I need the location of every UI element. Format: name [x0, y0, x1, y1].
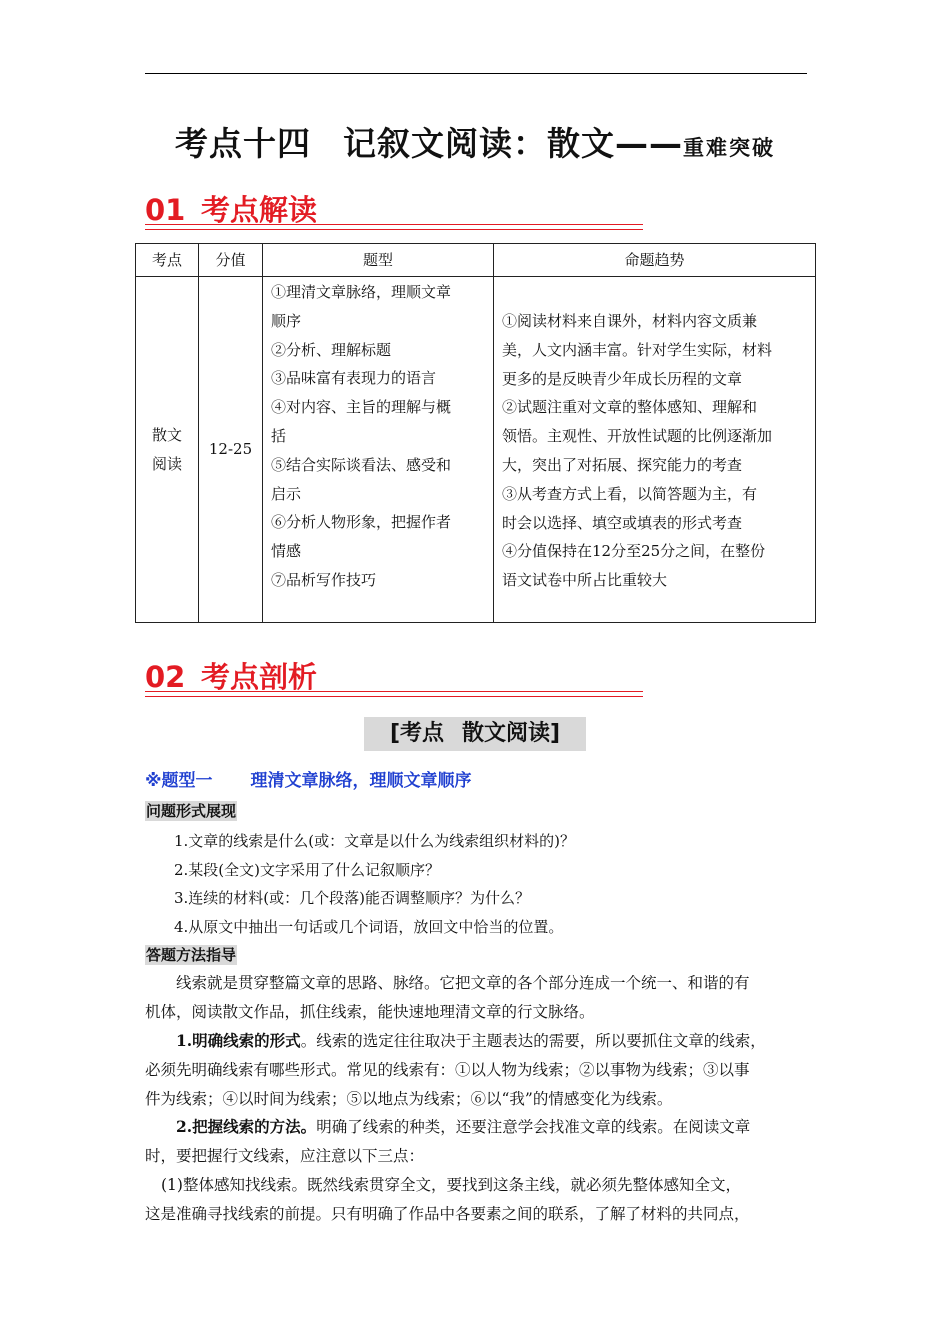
- header-cell: 分值: [199, 244, 263, 277]
- banner-name: 散文阅读]: [462, 721, 561, 746]
- section-label: 考点剖析: [201, 660, 318, 694]
- table-row: [136, 277, 816, 623]
- header-cell: 命题趋势: [494, 244, 816, 277]
- cell-line: ④对内容、主旨的理解与概: [271, 398, 452, 417]
- method-paragraph: [145, 1027, 807, 1113]
- header-rule: [145, 73, 807, 74]
- paragraph-line: 必须先明确线索有哪些形式。常见的线索有：①以人物为线索；②以事物为线索；③以事: [145, 1060, 750, 1079]
- score-cell: 12-25: [199, 277, 263, 623]
- cell-line: ⑥分析人物形象，把握作者: [271, 513, 452, 532]
- type-title: 理清文章脉络，理顺文章顺序: [250, 771, 472, 791]
- table-header-row: [136, 244, 816, 277]
- header-cell: 题型: [263, 244, 494, 277]
- title-main: 考点十四: [175, 124, 311, 163]
- cell-line: 更多的是反映青少年成长历程的文章: [502, 369, 743, 388]
- section-rule: [145, 691, 643, 692]
- paragraph-line: 件为线索；④以时间为线索；⑤以地点为线索；⑥以“我”的情感变化为线索。: [145, 1089, 673, 1108]
- document-title: [0, 118, 950, 165]
- banner-open: [考点: [389, 721, 444, 746]
- cell-line: ③品味富有表现力的语言: [271, 369, 437, 388]
- question-item: 3.连续的材料(或：几个段落)能否调整顺序？为什么？: [174, 889, 531, 907]
- exam-point-banner: [364, 717, 586, 751]
- cell-line: 散文: [151, 425, 182, 444]
- method-paragraph: [145, 969, 807, 1027]
- cell-line: 启示: [271, 484, 302, 503]
- cell-line: ①阅读材料来自课外，材料内容文质兼: [502, 312, 758, 330]
- paragraph-line: 这是准确寻找线索的前提。只有明确了作品中各要素之间的联系，了解了材料的共同点，: [145, 1204, 750, 1223]
- cell-line: 语文试卷中所占比重较大: [502, 571, 668, 590]
- cell-line: ⑤结合实际谈看法、感受和: [271, 455, 452, 474]
- paragraph-line: 2.把握线索的方法。明确了线索的种类，还要注意学会找准文章的线索。在阅读文章: [176, 1117, 751, 1136]
- cell-line: ⑦品析写作技巧: [271, 570, 377, 589]
- paragraph-line: 时，要把握行文线索，应注意以下三点：: [145, 1146, 425, 1165]
- cell-line: 括: [271, 426, 287, 445]
- title-suffix: 重难突破: [683, 135, 775, 160]
- question-type-heading: [145, 766, 472, 791]
- section-rule: [145, 696, 643, 697]
- point-heading: 2.把握线索的方法。: [176, 1117, 317, 1136]
- cell-line: 时会以选择、填空或填表的形式考查: [502, 513, 743, 532]
- question-types-cell: [263, 277, 494, 623]
- cell-line: 情感: [271, 542, 302, 561]
- cell-line: 顺序: [271, 311, 302, 330]
- cell-line: ②试题注重对文章的整体感知、理解和: [502, 398, 758, 417]
- paragraph-line: (1)整体感知找线索。既然线索贯穿全文，要找到这条主线，就必须先整体感知全文，: [161, 1176, 741, 1194]
- method-paragraph: [145, 1171, 807, 1229]
- question-item: 4.从原文中抽出一句话或几个词语，放回文中恰当的位置。: [174, 918, 564, 936]
- type-label: ※题型一: [145, 771, 213, 791]
- header-cell: 考点: [136, 244, 199, 277]
- section-label: 考点解读: [201, 193, 318, 227]
- section-number: 01: [145, 193, 186, 227]
- method-tag: 答题方法指导: [146, 946, 237, 964]
- exam-point-table: [135, 243, 816, 623]
- paragraph-line: 1.明确线索的形式。线索的选定往往取决于主题表达的需要，所以要抓住文章的线索，: [176, 1031, 766, 1050]
- trends-cell: [494, 277, 816, 623]
- section-heading-2: [145, 655, 317, 696]
- method-paragraph: [145, 1113, 807, 1171]
- cell-line: 大，突出了对拓展、探究能力的考查: [502, 455, 743, 474]
- cell-line: ②分析、理解标题: [271, 340, 392, 359]
- question-forms-tag: 问题形式展现: [146, 802, 237, 820]
- section-number: 02: [145, 660, 186, 694]
- question-item: 2.某段(全文)文字采用了什么记叙顺序？: [174, 861, 441, 879]
- paragraph-line: 机体，阅读散文作品，抓住线索，能快速地理清文章的行文脉络。: [145, 1002, 595, 1021]
- cell-line: ④分值保持在12分至25分之间，在整份: [502, 542, 766, 561]
- cell-line: 美，人文内涵丰富。针对学生实际，材料: [502, 340, 773, 359]
- exam-point-cell: [136, 277, 199, 623]
- point-heading: 1.明确线索的形式: [176, 1031, 301, 1050]
- section-rule: [145, 229, 643, 230]
- question-item: 1.文章的线索是什么(或：文章是以什么为线索组织材料的)？: [174, 832, 576, 850]
- section-rule: [145, 224, 643, 225]
- cell-line: 阅读: [151, 454, 182, 473]
- cell-line: ③从考查方式上看，以简答题为主，有: [502, 484, 758, 503]
- paragraph-line: 线索就是贯穿整篇文章的思路、脉络。它把文章的各个部分连成一个统一、和谐的有: [176, 974, 750, 992]
- section-heading-1: [145, 188, 317, 229]
- title-topic: 记叙文阅读：散文——: [343, 124, 683, 163]
- cell-line: ①理清文章脉络，理顺文章: [271, 283, 452, 301]
- cell-line: 领悟。主观性、开放性试题的比例逐渐加: [502, 427, 773, 446]
